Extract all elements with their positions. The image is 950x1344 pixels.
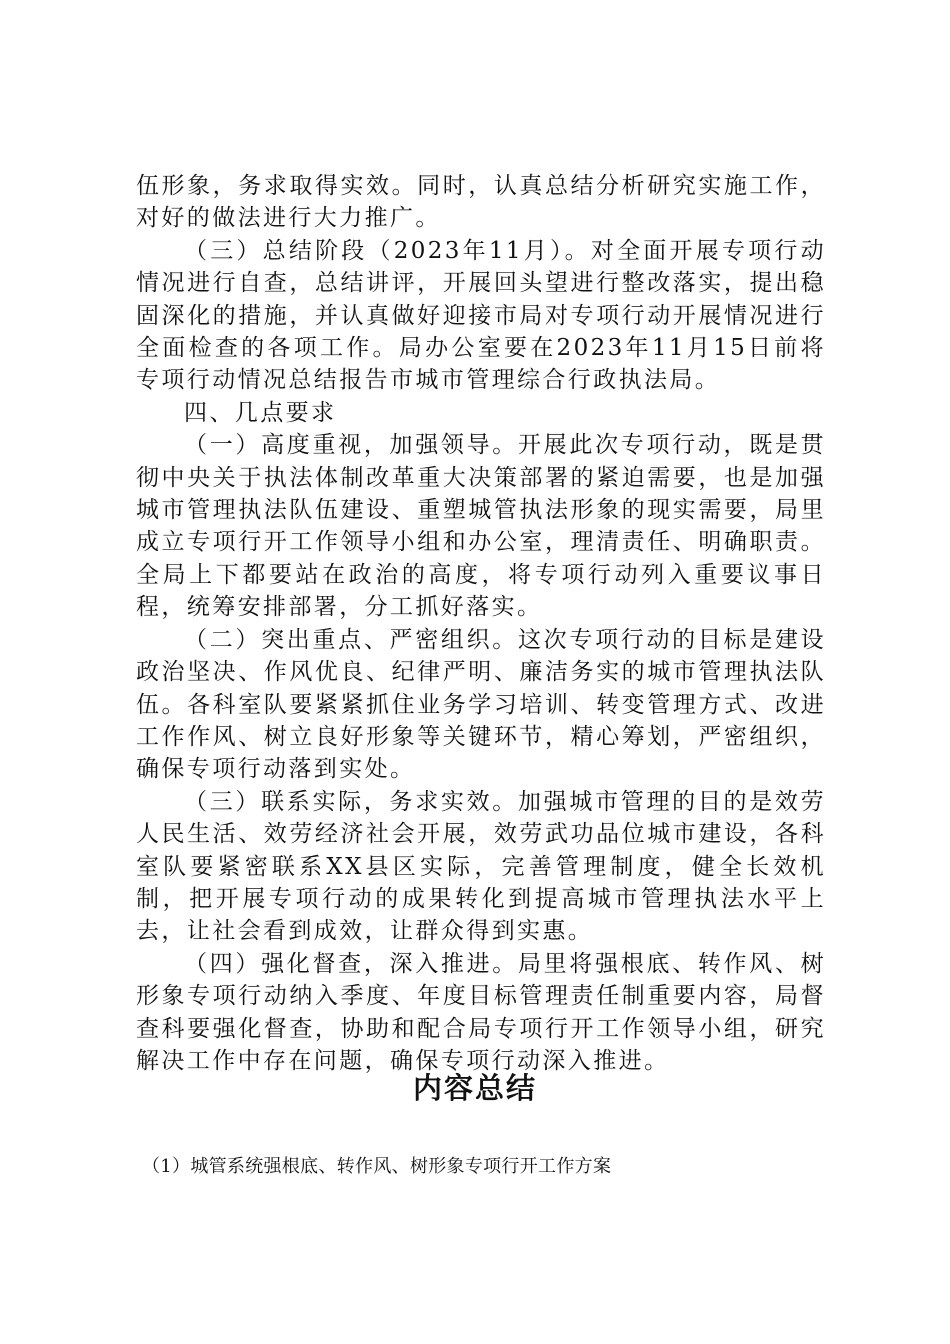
summary-title: 内容总结	[412, 1071, 537, 1105]
paragraph-continuation: 伍形象，务求取得实效。同时，认真总结分析研究实施工作，对好的做法进行大力推广。	[136, 173, 826, 232]
paragraph-requirement-4: （四）强化督查，深入推进。局里将强根底、转作风、树形象专项行动纳入季度、年度目标管理责任制重要内容，局督查科要强化督查，协助和配合局专项行开工作领导小组，研究解决工作中存在问题，确保专项行动深入推进。	[136, 950, 826, 1074]
paragraph-summary-stage: （三）总结阶段（2023年11月）。对全面开展专项行动情况进行自查，总结讲评，开展回头望进行整改落实，提出稳固深化的措施，并认真做好迎接市局对专项行动开展情况进行全面检查的各项工作。局办公室要在2023年11月15日前将专项行动情况总结报告市城市管理综合行政执法局。	[136, 237, 826, 394]
paragraph-requirement-2: （二）突出重点、严密组织。这次专项行动的目标是建设政治坚决、作风优良、纪律严明、廉洁务实的城市管理执法队伍。各科室队要紧紧抓住业务学习培训、转变管理方式、改进工作作风、树立良好形象等关键环节，精心筹划，严密组织，确保专项行动落到实处。	[136, 626, 826, 783]
summary-item: （1）城管系统强根底、转作风、树形象专项行开工作方案	[142, 1156, 612, 1177]
paragraph-requirement-1: （一）高度重视，加强领导。开展此次专项行动，既是贯彻中央关于执法体制改革重大决策部署的紧迫需要，也是加强城市管理执法队伍建设、重塑城管执法形象的现实需要，局里成立专项行开工作领导小组和办公室，理清责任、明确职责。全局上下都要站在政治的高度，将专项行动列入重要议事日程，统筹安排部署，分工抓好落实。	[136, 432, 826, 621]
paragraph-requirement-3: （三）联系实际，务求实效。加强城市管理的目的是效劳人民生活、效劳经济社会开展，效劳武功品位城市建设，各科室队要紧密联系XX县区实际，完善管理制度，健全长效机制，把开展专项行动的成果转化到提高城市管理执法水平上去，让社会看到成效，让群众得到实惠。	[136, 788, 826, 945]
section-heading-requirements: 四、几点要求	[184, 399, 337, 426]
document-body	[136, 170, 826, 1077]
